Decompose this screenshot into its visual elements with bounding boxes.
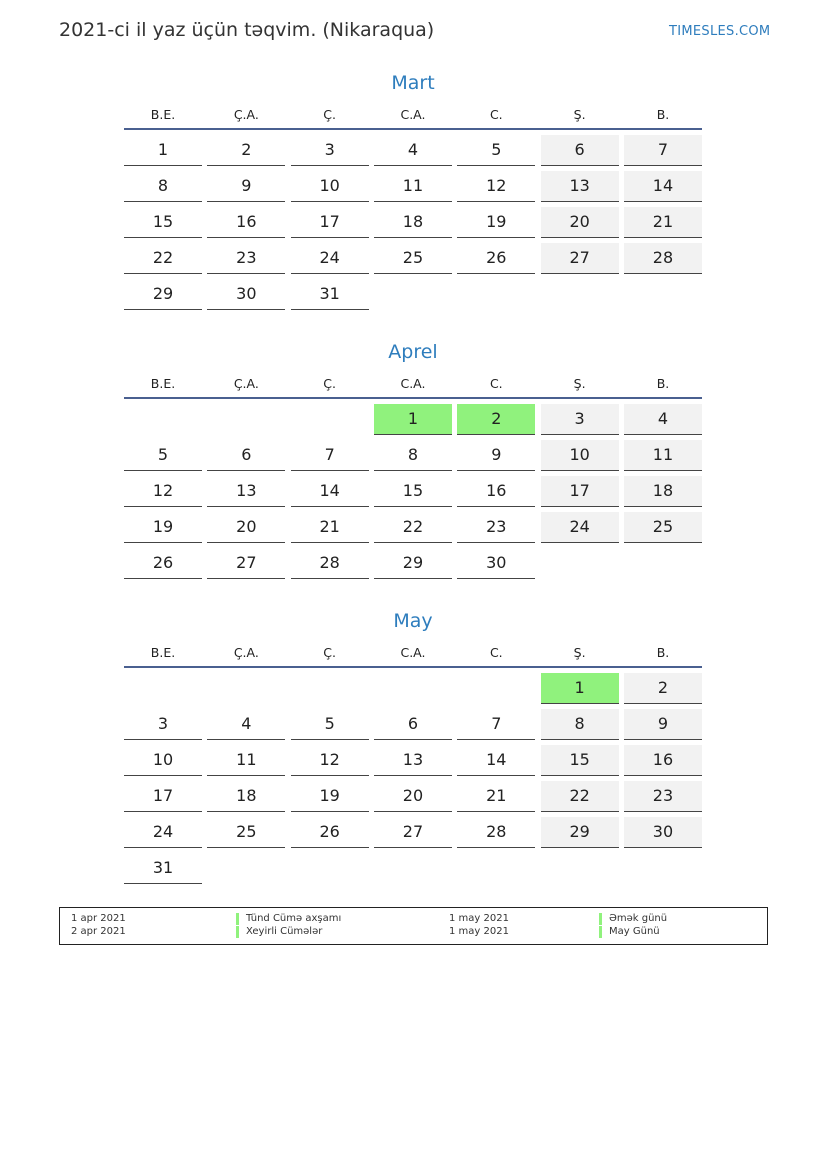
weekday-label: B.E. [150,645,176,660]
day-cell: 16 [457,476,535,507]
day-cell: 29 [124,279,202,310]
empty-day-cell [291,404,369,434]
holiday-day-cell: 2 [457,404,535,435]
weekend-day-cell: 24 [541,512,619,543]
day-cell: 7 [291,440,369,471]
day-cell: 21 [291,512,369,543]
weekday-label: Ç. [323,107,336,122]
week-row [124,848,702,884]
month-name: May [393,610,433,632]
day-cell: 4 [207,709,285,740]
day-cell: 19 [457,207,535,238]
weekday-label: Ç.A. [233,107,259,122]
legend-left-name-1: Tünd Cümə axşamı [236,913,341,925]
legend-right-name-2: May Günü [599,926,660,938]
weekday-label: B. [656,645,670,660]
day-cell: 19 [291,781,369,812]
day-cell: 13 [374,745,452,776]
day-cell: 2 [207,135,285,166]
empty-day-cell [624,548,702,578]
holiday-day-cell: 1 [374,404,452,435]
day-cell: 26 [457,243,535,274]
day-cell: 23 [207,243,285,274]
weekend-day-cell: 14 [624,171,702,202]
day-cell: 22 [124,243,202,274]
weekday-header [124,104,702,130]
week-row [124,776,702,812]
weekday-header [124,642,702,668]
day-cell: 5 [457,135,535,166]
day-cell: 5 [124,440,202,471]
weekday-label: Ç.A. [233,645,259,660]
day-cell: 24 [124,817,202,848]
legend-left-date-2: 2 apr 2021 [71,926,126,937]
weekday-label: C.A. [400,376,426,391]
weekday-label: Ş. [573,107,586,122]
weekend-day-cell: 27 [541,243,619,274]
holiday-day-cell: 1 [541,673,619,704]
day-cell: 11 [374,171,452,202]
weekend-day-cell: 2 [624,673,702,704]
empty-day-cell [624,853,702,883]
week-row [124,543,702,579]
day-cell: 30 [207,279,285,310]
weekend-day-cell: 10 [541,440,619,471]
day-cell: 20 [374,781,452,812]
day-cell: 27 [374,817,452,848]
legend-left-name-2: Xeyirli Cümələr [236,926,322,938]
day-cell: 15 [374,476,452,507]
day-cell: 16 [207,207,285,238]
day-cell: 7 [457,709,535,740]
week-row [124,507,702,543]
weekend-day-cell: 7 [624,135,702,166]
week-row [124,704,702,740]
day-cell: 28 [291,548,369,579]
day-cell: 21 [457,781,535,812]
day-cell: 27 [207,548,285,579]
month-name: Aprel [388,341,438,363]
day-cell: 31 [124,853,202,884]
day-cell: 11 [207,745,285,776]
day-cell: 18 [374,207,452,238]
day-cell: 13 [207,476,285,507]
day-cell: 18 [207,781,285,812]
weekend-day-cell: 13 [541,171,619,202]
day-cell: 3 [291,135,369,166]
weekday-header [124,373,702,399]
month-name: Mart [391,72,435,94]
weekday-label: B. [656,376,670,391]
empty-day-cell [541,548,619,578]
week-row [124,202,702,238]
weekend-day-cell: 29 [541,817,619,848]
site-link[interactable]: TIMESLES.COM [669,24,771,39]
legend-right-name-1: Əmək günü [599,913,667,925]
week-row [124,399,702,435]
weekday-label: Ç. [323,645,336,660]
weekend-day-cell: 20 [541,207,619,238]
weekend-day-cell: 3 [541,404,619,435]
weekend-day-cell: 18 [624,476,702,507]
week-row [124,740,702,776]
empty-day-cell [374,853,452,883]
week-row [124,274,702,310]
weekday-label: B. [656,107,670,122]
empty-day-cell [124,404,202,434]
week-row [124,471,702,507]
day-cell: 10 [291,171,369,202]
day-cell: 4 [374,135,452,166]
day-cell: 1 [124,135,202,166]
day-cell: 9 [457,440,535,471]
day-cell: 12 [124,476,202,507]
day-cell: 15 [124,207,202,238]
month-april [124,339,702,579]
day-cell: 31 [291,279,369,310]
empty-day-cell [457,853,535,883]
weekday-label: B.E. [150,107,176,122]
month-may [124,608,702,884]
empty-day-cell [124,673,202,703]
weekend-day-cell: 30 [624,817,702,848]
day-cell: 25 [374,243,452,274]
weekend-day-cell: 23 [624,781,702,812]
week-row [124,166,702,202]
weekend-day-cell: 17 [541,476,619,507]
day-cell: 29 [374,548,452,579]
day-cell: 10 [124,745,202,776]
weekend-day-cell: 22 [541,781,619,812]
week-row [124,130,702,166]
day-cell: 28 [457,817,535,848]
day-cell: 26 [291,817,369,848]
legend-right-date-1: 1 may 2021 [449,913,509,924]
empty-day-cell [291,673,369,703]
legend-left-date-1: 1 apr 2021 [71,913,126,924]
legend-right-date-2: 1 may 2021 [449,926,509,937]
empty-day-cell [624,279,702,309]
day-cell: 19 [124,512,202,543]
weekend-day-cell: 21 [624,207,702,238]
empty-day-cell [374,279,452,309]
empty-day-cell [291,853,369,883]
page-title: 2021-ci il yaz üçün təqvim. (Nikaraqua) [59,19,435,41]
day-cell: 22 [374,512,452,543]
day-cell: 6 [374,709,452,740]
weekend-day-cell: 11 [624,440,702,471]
weekday-label: C. [489,645,503,660]
weekend-day-cell: 4 [624,404,702,435]
empty-day-cell [541,853,619,883]
empty-day-cell [457,673,535,703]
day-cell: 20 [207,512,285,543]
empty-day-cell [207,404,285,434]
weekend-day-cell: 28 [624,243,702,274]
weekend-day-cell: 6 [541,135,619,166]
holiday-legend [59,907,768,945]
weekday-label: C.A. [400,107,426,122]
weekend-day-cell: 9 [624,709,702,740]
weekday-label: Ş. [573,645,586,660]
day-cell: 12 [291,745,369,776]
weekday-label: C. [489,376,503,391]
weekday-label: Ş. [573,376,586,391]
week-row [124,812,702,848]
day-cell: 14 [291,476,369,507]
weekend-day-cell: 15 [541,745,619,776]
weekday-label: B.E. [150,376,176,391]
week-row [124,435,702,471]
day-cell: 17 [291,207,369,238]
empty-day-cell [541,279,619,309]
weekend-day-cell: 8 [541,709,619,740]
day-cell: 23 [457,512,535,543]
empty-day-cell [374,673,452,703]
day-cell: 30 [457,548,535,579]
empty-day-cell [207,673,285,703]
weekend-day-cell: 16 [624,745,702,776]
weekday-label: Ç. [323,376,336,391]
day-cell: 9 [207,171,285,202]
day-cell: 5 [291,709,369,740]
empty-day-cell [457,279,535,309]
day-cell: 3 [124,709,202,740]
day-cell: 6 [207,440,285,471]
weekend-day-cell: 25 [624,512,702,543]
day-cell: 25 [207,817,285,848]
day-cell: 17 [124,781,202,812]
weekday-label: C. [489,107,503,122]
weekday-label: C.A. [400,645,426,660]
weekday-label: Ç.A. [233,376,259,391]
day-cell: 26 [124,548,202,579]
week-row [124,668,702,704]
day-cell: 8 [124,171,202,202]
week-row [124,238,702,274]
day-cell: 14 [457,745,535,776]
day-cell: 8 [374,440,452,471]
day-cell: 12 [457,171,535,202]
month-march [124,70,702,310]
empty-day-cell [207,853,285,883]
day-cell: 24 [291,243,369,274]
